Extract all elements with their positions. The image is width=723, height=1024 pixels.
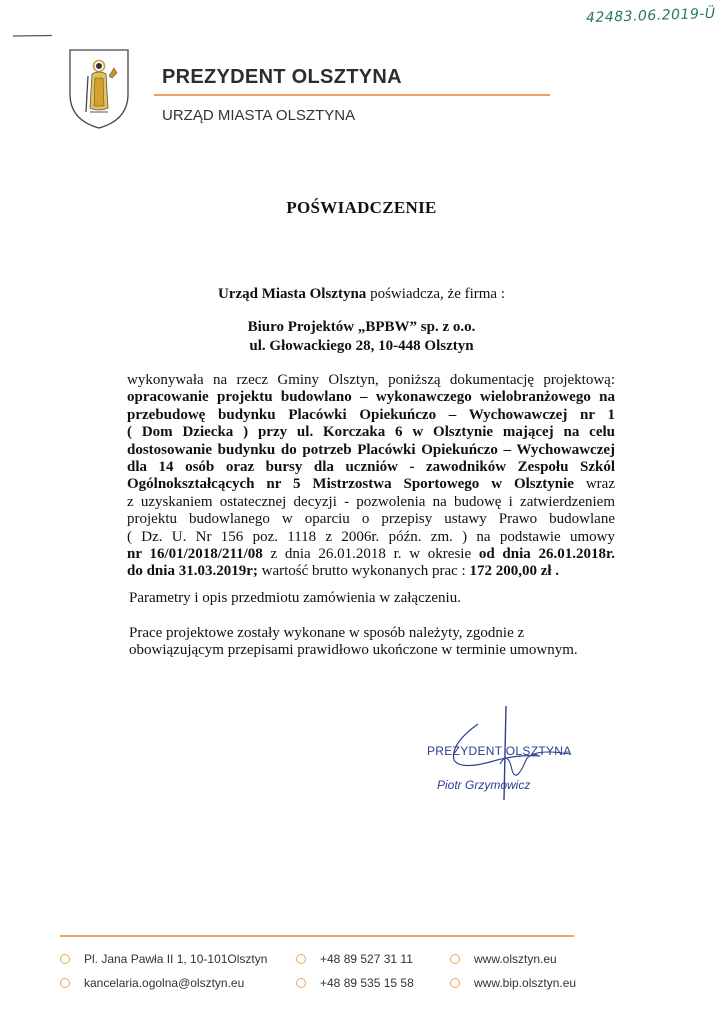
footer-fax — [296, 976, 414, 990]
header-divider — [154, 94, 550, 96]
attachment-note: Parametry i opis przedmiotu zamówienia w załączeniu. — [129, 590, 461, 606]
footer-divider — [60, 935, 574, 937]
body-line: dla 14 osób oraz bursy dla uczniów - zawodników Zespołu Szkól — [127, 458, 615, 475]
body-line: wykonywała na rzecz Gminy Olsztyn, poniższą dokumentację projektową: — [127, 372, 615, 388]
phone-text: +48 89 527 31 11 — [320, 952, 413, 966]
body-line: dostosowanie budynku do potrzeb Placówki Opiekuńczo – Wychowawczej — [127, 441, 615, 458]
bip-text[interactable]: www.bip.olsztyn.eu — [474, 976, 577, 990]
fax-text: +48 89 535 15 58 — [320, 976, 414, 990]
body-line: ( Dom Dziecka ) przy ul. Korczaka 6 w Olsztynie mającej na celu — [127, 424, 615, 441]
header-subtitle: URZĄD MIASTA OLSZTYNA — [162, 107, 356, 124]
completion-statement: Prace projektowe zostały wykonane w sposób należyty, zgodnie z obowiązującym przepisami prawidłowo ukończone w terminie umownym. — [129, 625, 578, 658]
footer-website[interactable] — [450, 952, 557, 966]
footer-email[interactable] — [60, 976, 244, 990]
firm-address: ul. Głowackiego 28, 10-448 Olsztyn — [249, 338, 474, 354]
bip-icon — [450, 978, 460, 988]
body-line: nr 16/01/2018/211/08 z dnia 26.01.2018 r. w okresie od dnia 26.01.2018r. — [127, 545, 615, 562]
body-line: z uzyskaniem ostatecznej decyzji - pozwolenia na budowę i zatwierdzeniem — [127, 493, 615, 510]
olsztyn-coat-of-arms-icon — [68, 48, 130, 130]
email-icon — [60, 978, 70, 988]
body-line: do dnia 31.03.2019r; wartość brutto wykonanych prac : 172 200,00 zł . — [127, 563, 560, 580]
website-text[interactable]: www.olsztyn.eu — [474, 952, 557, 966]
signature-stamp-title: PREZYDENT OLSZTYNA — [427, 744, 572, 758]
globe-icon — [450, 954, 460, 964]
footer-address — [60, 952, 267, 966]
certification-text: poświadcza, że firma : — [366, 286, 505, 302]
body-line: Ogólnokształcących nr 5 Mistrzostwa Sportowego w Olsztynie wraz — [127, 476, 615, 493]
body-line: przebudowę budynku Placówki Opiekuńczo – Wychowawczej nr 1 — [127, 406, 615, 423]
fax-icon — [296, 978, 306, 988]
location-icon — [60, 954, 70, 964]
pen-mark-decoration — [12, 34, 56, 38]
issuer-name: Urząd Miasta Olsztyna — [217, 286, 367, 302]
address-text: Pl. Jana Pawła II 1, 10-101Olsztyn — [84, 952, 268, 966]
handwritten-registration-note: 42483.06.2019-Ü — [585, 5, 716, 27]
body-line: projektu budowlanego w oparciu o przepisy ustawy Prawo budowlane — [127, 511, 615, 528]
phone-icon — [296, 954, 306, 964]
firm-block — [0, 318, 723, 356]
email-text[interactable]: kancelaria.ogolna@olsztyn.eu — [84, 976, 245, 990]
body-line: ( Dz. U. Nr 156 poz. 1118 z 2006r. późn. zm. ) na podstawie umowy — [127, 528, 615, 545]
header-title: PREZYDENT OLSZTYNA — [162, 66, 402, 88]
signatory-name: Piotr Grzymowicz — [437, 778, 531, 792]
certificate-body — [127, 372, 615, 581]
footer-phone — [296, 952, 413, 966]
body-line: opracowanie projektu budowlano – wykonawczego wielobranżowego na — [127, 389, 615, 406]
firm-name: Biuro Projektów „BPBW” sp. z o.o. — [247, 319, 476, 335]
certification-statement — [0, 286, 723, 303]
footer-bip[interactable] — [450, 976, 576, 990]
document-title: POŚWIADCZENIE — [286, 198, 437, 217]
